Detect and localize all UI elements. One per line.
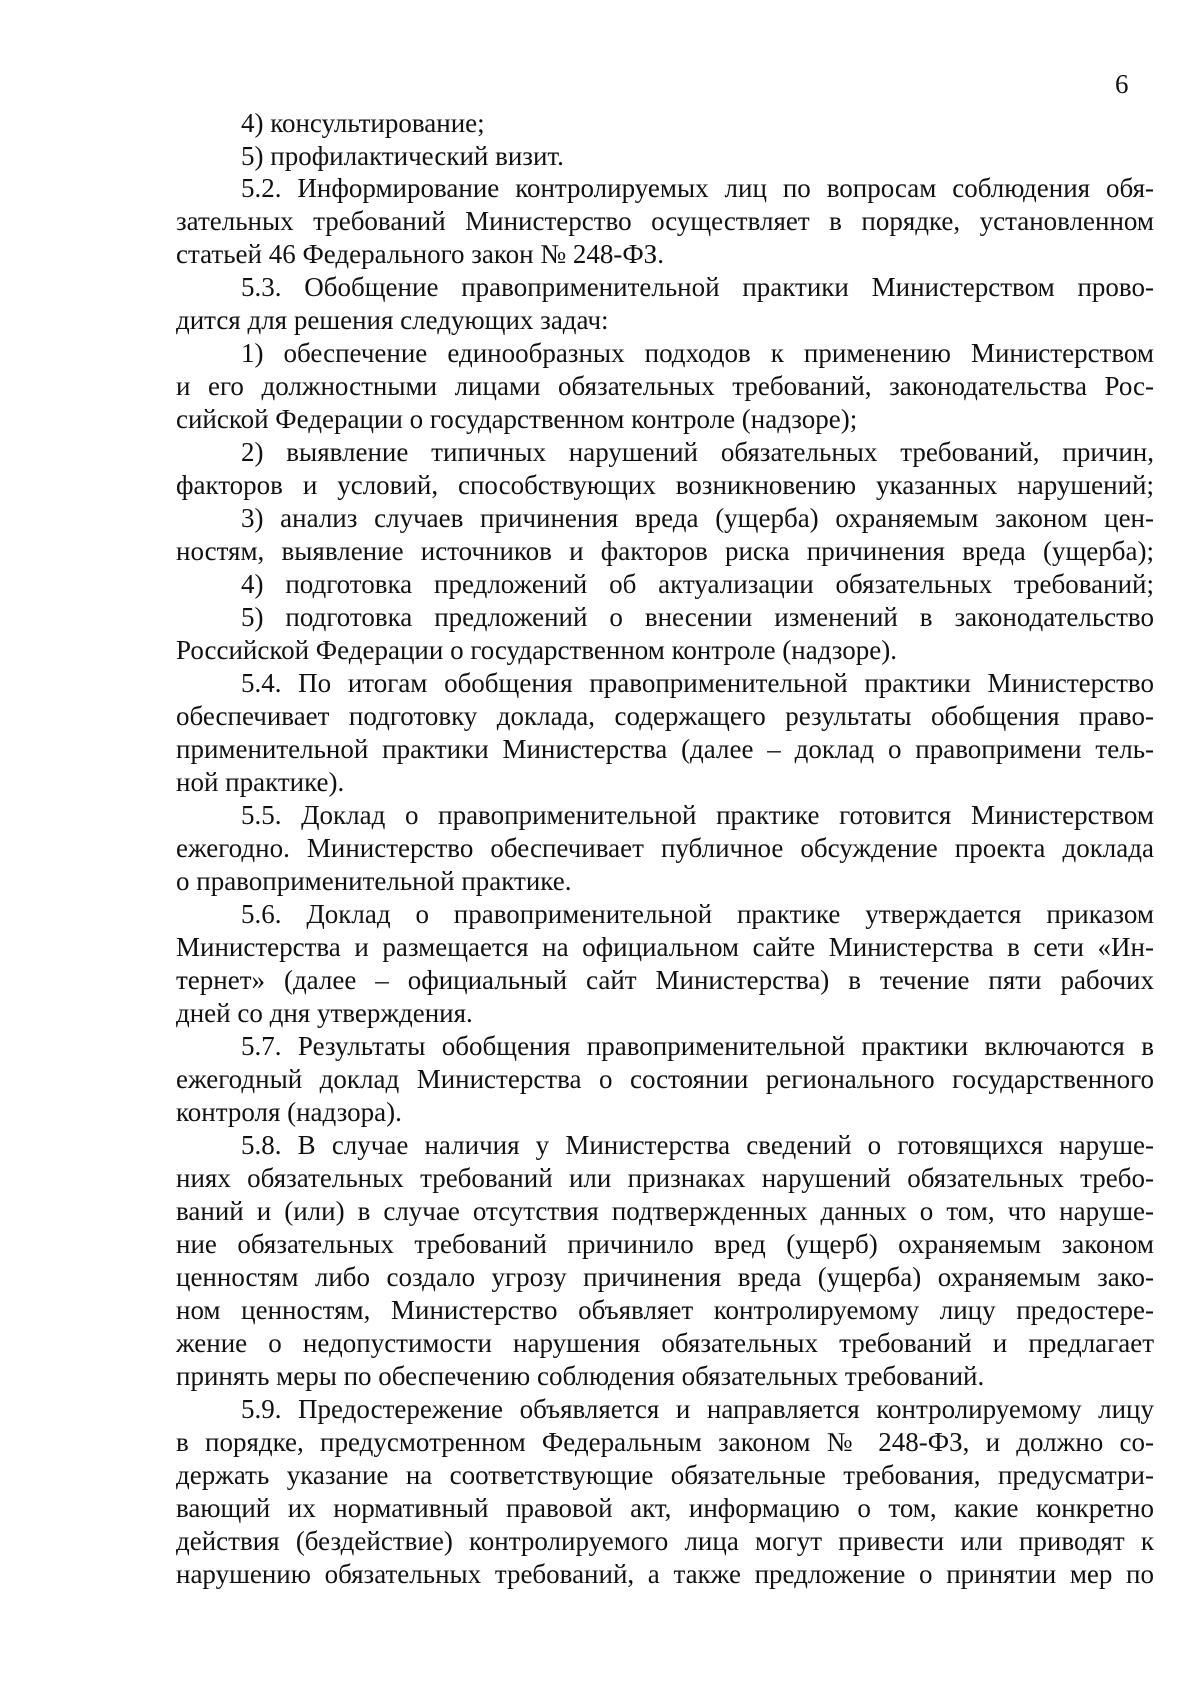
text-line: нарушению обязательных требований, а также предложение о принятии мер по [176,1559,1154,1589]
text-line: 5.6. Доклад о правоприменительной практике утверждается приказом [241,899,1154,929]
text-line: контроля (надзора). [176,1097,402,1127]
text-line: сийской Федерации о государственном контроле (надзоре); [176,404,858,434]
text-line: дится для решения следующих задач: [176,305,609,335]
text-line: ном ценностям, Министерство объявляет контролируемому лицу предостере- [176,1295,1154,1325]
text-line: 5) профилактический визит. [241,141,564,171]
text-line: 1) обеспечение единообразных подходов к применению Министерством [241,338,1154,368]
text-line: 3) анализ случаев причинения вреда (ущерба) охраняемым законом цен- [241,503,1154,533]
text-line: держать указание на соответствующие обязательные требования, предусматри- [176,1460,1154,1490]
text-line: о правоприменительной практике. [176,866,572,896]
text-line: в порядке, предусмотренном Федеральным законом № 248-ФЗ, и должно со- [176,1427,1154,1457]
text-line: применительной практики Министерства (далее – доклад о правопримени тель- [176,734,1154,764]
text-line: ностям, выявление источников и факторов риска причинения вреда (ущерба); [176,536,1154,566]
text-line: 4) консультирование; [241,108,485,138]
text-line: Министерства и размещается на официальном сайте Министерства в сети «Ин- [176,932,1154,962]
text-line: вающий их нормативный правовой акт, информацию о том, какие конкретно [176,1493,1154,1523]
text-line: принять меры по обеспечению соблюдения обязательных требований. [176,1361,985,1391]
text-line: ние обязательных требований причинило вред (ущерб) охраняемым законом [176,1229,1154,1259]
text-line: 5.2. Информирование контролируемых лиц по вопросам соблюдения обя- [241,173,1154,203]
text-line: действия (бездействие) контролируемого лица могут привести или приводят к [176,1526,1154,1556]
text-line: жение о недопустимости нарушения обязательных требований и предлагает [176,1328,1154,1358]
text-line: ваний и (или) в случае отсутствия подтвержденных данных о том, что наруше- [176,1196,1154,1226]
text-line: ежегодный доклад Министерства о состоянии регионального государственного [176,1064,1154,1094]
text-line: 5.8. В случае наличия у Министерства сведений о готовящихся наруше- [241,1130,1154,1160]
text-line: и его должностными лицами обязательных требований, законодательства Рос- [176,371,1154,401]
page-number: 6 [1115,69,1129,99]
text-line: обеспечивает подготовку доклада, содержащего результаты обобщения право- [176,701,1154,731]
text-line: 5.3. Обобщение правоприменительной практики Министерством прово- [241,272,1154,302]
text-line: 5.4. По итогам обобщения правоприменительной практики Министерство [241,668,1154,698]
text-line: зательных требований Министерство осуществляет в порядке, установленном [176,206,1154,236]
text-line: 2) выявление типичных нарушений обязательных требований, причин, [241,437,1154,467]
text-line: 4) подготовка предложений об актуализации обязательных требований; [241,569,1154,599]
text-line: 5.9. Предостережение объявляется и направляется контролируемому лицу [241,1394,1154,1424]
text-line: 5.7. Результаты обобщения правоприменительной практики включаются в [241,1031,1154,1061]
text-line: ежегодно. Министерство обеспечивает публичное обсуждение проекта доклада [176,833,1154,863]
text-line: Российской Федерации о государственном контроле (надзоре). [176,635,898,665]
text-line: дней со дня утверждения. [176,998,473,1028]
text-line: тернет» (далее – официальный сайт Министерства) в течение пяти рабочих [176,965,1154,995]
text-line: ценностям либо создало угрозу причинения вреда (ущерба) охраняемым зако- [176,1262,1154,1292]
text-line: факторов и условий, способствующих возникновению указанных нарушений; [176,470,1154,500]
text-line: 5.5. Доклад о правоприменительной практике готовится Министерством [241,800,1154,830]
text-line: статьей 46 Федерального закон № 248-ФЗ. [176,239,664,269]
text-line: ниях обязательных требований или признаках нарушений обязательных требо- [176,1163,1154,1193]
text-line: 5) подготовка предложений о внесении изменений в законодательство [241,602,1154,632]
text-line: ной практике). [176,767,345,797]
